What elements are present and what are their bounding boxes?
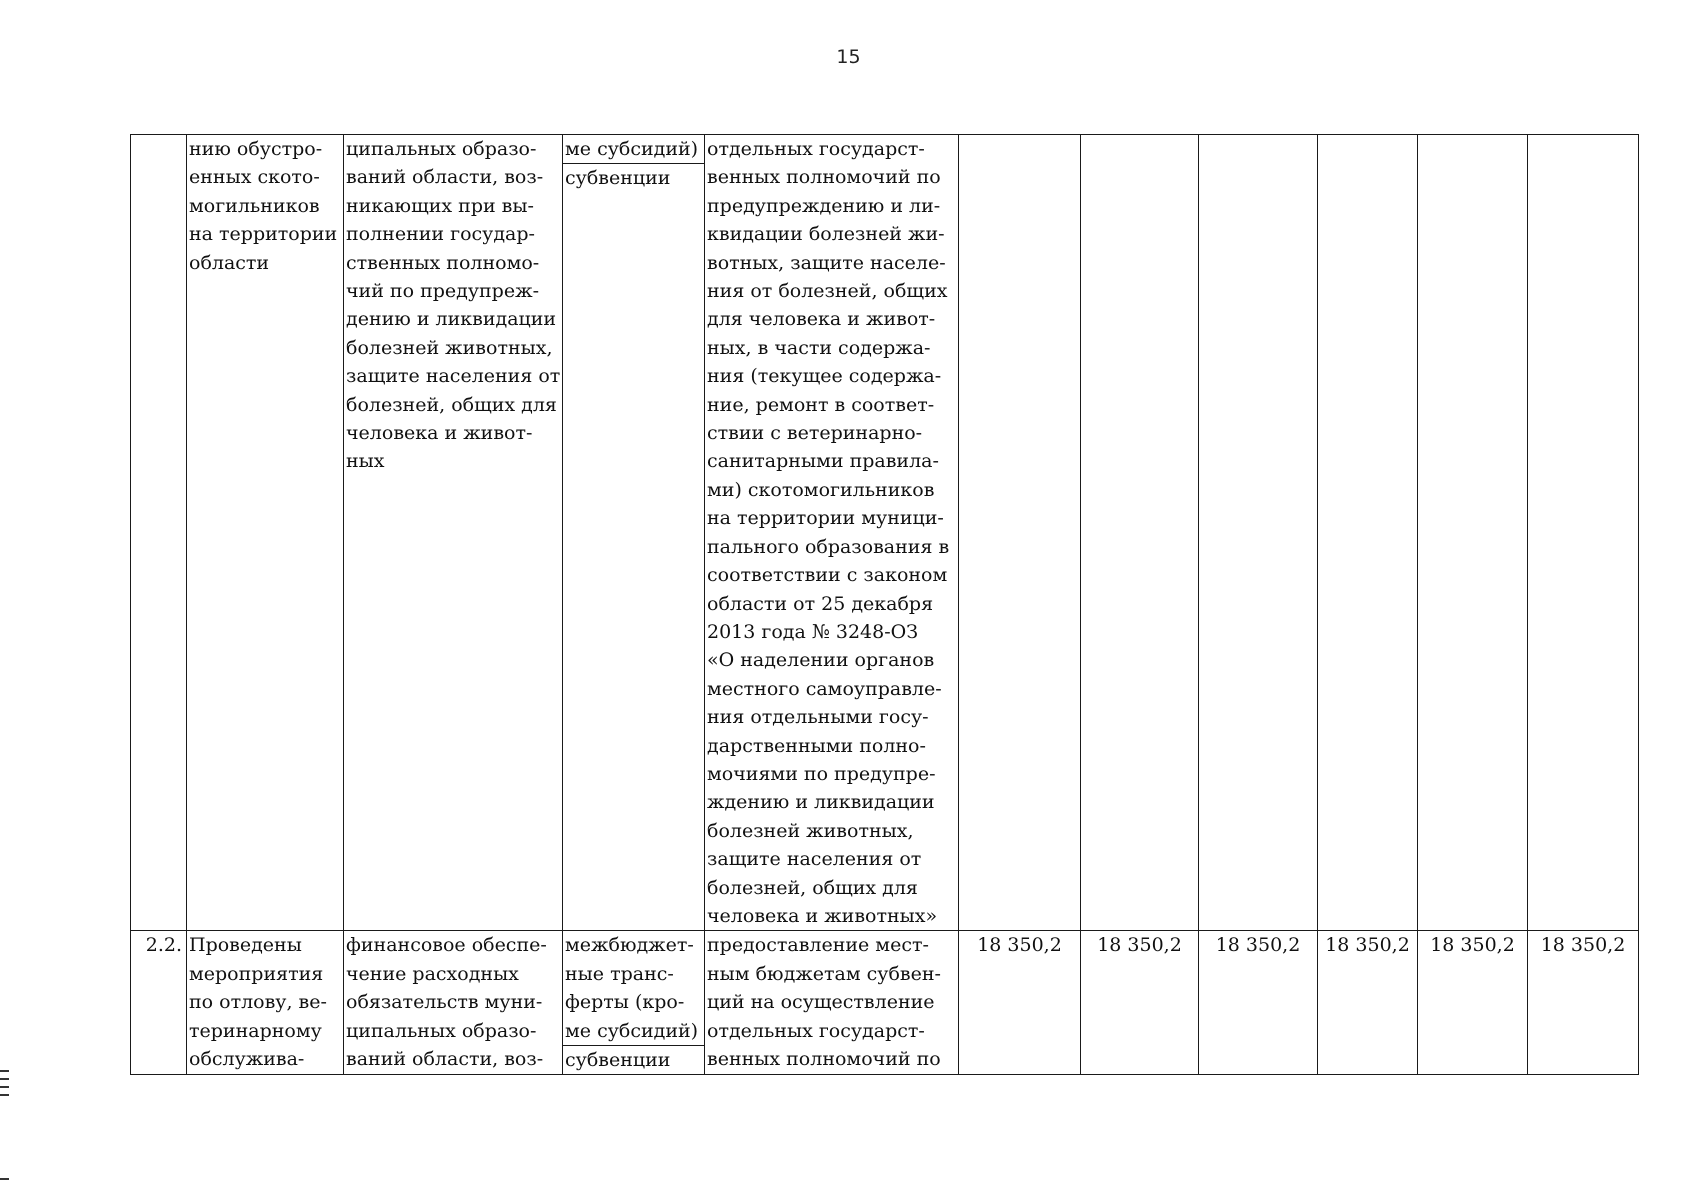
text-line: болезней животных, xyxy=(707,819,914,842)
text-line: ния (текущее содержа- xyxy=(707,365,942,388)
text-line: дарственными полно- xyxy=(707,734,926,757)
text-line: соответствии с законом xyxy=(707,564,948,587)
text-line: санитарными правила- xyxy=(707,450,939,473)
text-line: болезней, общих для xyxy=(707,876,918,899)
measure-name-cell xyxy=(187,135,344,931)
text-line: для человека и живот- xyxy=(707,308,936,331)
text-line: енных ското- xyxy=(189,166,320,189)
text-line: ме субсидий) xyxy=(563,1017,704,1046)
margin-tick xyxy=(0,1178,9,1180)
margin-tick xyxy=(0,1070,9,1072)
text-line: ные транс- xyxy=(565,962,674,985)
transfer-type-cell xyxy=(563,931,705,1075)
text-line: предупреждению и ли- xyxy=(707,194,941,217)
text-line: области xyxy=(189,251,270,274)
margin-tick xyxy=(0,1094,9,1096)
text-line: субвенции xyxy=(565,167,671,190)
description-cell xyxy=(705,135,959,931)
text-line: местного самоуправле- xyxy=(707,677,942,700)
text-line: ми) скотомогильников xyxy=(707,478,935,501)
program-table xyxy=(130,134,1639,1075)
text-line: нию обустро- xyxy=(189,138,323,160)
text-line: субвенции xyxy=(565,1049,671,1071)
table-row-2-2 xyxy=(131,931,1639,1075)
margin-tick xyxy=(0,1078,9,1080)
row-number-cell: 2.2. xyxy=(131,931,187,1075)
page-number: 15 xyxy=(836,46,861,68)
text-line: отдельных государст- xyxy=(707,138,925,160)
text-line: ние, ремонт в соответ- xyxy=(707,393,935,416)
value-cell xyxy=(1418,135,1528,931)
value-cell xyxy=(1199,135,1318,931)
text-line: вотных, защите населе- xyxy=(707,251,946,274)
text-line: мочиями по предупре- xyxy=(707,762,936,785)
margin-tick xyxy=(0,1086,9,1088)
text-line: человека и живот- xyxy=(346,422,533,445)
value-cell: 18 350,2 xyxy=(1318,931,1418,1075)
text-line: венных полномочий по xyxy=(707,1048,941,1070)
text-line: Проведены xyxy=(189,934,302,957)
value-cell: 18 350,2 xyxy=(1528,931,1639,1075)
text-line: предоставление мест- xyxy=(707,934,929,957)
text-line: ферты (кро- xyxy=(565,991,685,1014)
text-line: финансовое обеспе- xyxy=(346,934,547,957)
purpose-cell xyxy=(344,135,563,931)
text-line: ствии с ветеринарно- xyxy=(707,422,923,445)
text-line: ваний области, воз- xyxy=(346,1048,544,1070)
value-cell xyxy=(1081,135,1199,931)
text-line: ципальных образо- xyxy=(346,1019,537,1042)
text-line: ных, в части содержа- xyxy=(707,336,931,359)
text-line: обслужива- xyxy=(189,1048,305,1070)
text-line: болезней, общих для xyxy=(346,393,557,416)
text-line: могильников xyxy=(189,194,320,217)
text-line: ния отдельными госу- xyxy=(707,706,929,729)
table-row-continuation xyxy=(131,135,1639,931)
text-line: пального образования в xyxy=(707,535,950,558)
text-line: защите населения от xyxy=(346,365,561,388)
text-line: дению и ликвидации xyxy=(346,308,557,331)
text-line: области от 25 декабря xyxy=(707,592,934,615)
text-line: отдельных государст- xyxy=(707,1019,925,1042)
description-cell xyxy=(705,931,959,1075)
text-line: по отлову, ве- xyxy=(189,991,327,1014)
text-line: теринарному xyxy=(189,1019,322,1042)
measure-name-cell xyxy=(187,931,344,1075)
text-line: ций на осуществление xyxy=(707,991,935,1014)
text-line: ния от болезней, общих xyxy=(707,280,948,303)
text-line: на территории xyxy=(189,223,338,246)
text-line: ме субсидий) xyxy=(563,135,704,164)
text-line: ципальных образо- xyxy=(346,138,537,160)
text-line: никающих при вы- xyxy=(346,194,534,217)
text-line: ственных полномо- xyxy=(346,251,540,274)
transfer-type-cell xyxy=(563,135,705,931)
value-cell: 18 350,2 xyxy=(959,931,1081,1075)
text-line: человека и животных» xyxy=(707,904,938,927)
text-line: квидации болезней жи- xyxy=(707,223,945,246)
text-line: чий по предупреж- xyxy=(346,280,539,303)
text-line: 2013 года № 3248-ОЗ xyxy=(707,620,919,643)
value-cell xyxy=(1528,135,1639,931)
value-cell xyxy=(1318,135,1418,931)
text-line: обязательств муни- xyxy=(346,991,543,1014)
text-line: полнении государ- xyxy=(346,223,535,246)
text-line: ждению и ликвидации xyxy=(707,791,935,814)
text-line: на территории муници- xyxy=(707,507,944,530)
value-cell: 18 350,2 xyxy=(1199,931,1318,1075)
text-line: «О наделении органов xyxy=(707,649,935,672)
text-line: ных xyxy=(346,450,385,473)
text-line: чение расходных xyxy=(346,962,519,985)
text-line: ным бюджетам субвен- xyxy=(707,962,941,985)
value-cell: 18 350,2 xyxy=(1418,931,1528,1075)
purpose-cell xyxy=(344,931,563,1075)
text-line: мероприятия xyxy=(189,962,324,985)
text-line: болезней животных, xyxy=(346,336,553,359)
text-line: защите населения от xyxy=(707,848,922,871)
text-line: межбюджет- xyxy=(565,934,694,957)
value-cell xyxy=(959,135,1081,931)
text-line: венных полномочий по xyxy=(707,166,941,189)
row-number-cell xyxy=(131,135,187,931)
text-line: ваний области, воз- xyxy=(346,166,544,189)
value-cell: 18 350,2 xyxy=(1081,931,1199,1075)
